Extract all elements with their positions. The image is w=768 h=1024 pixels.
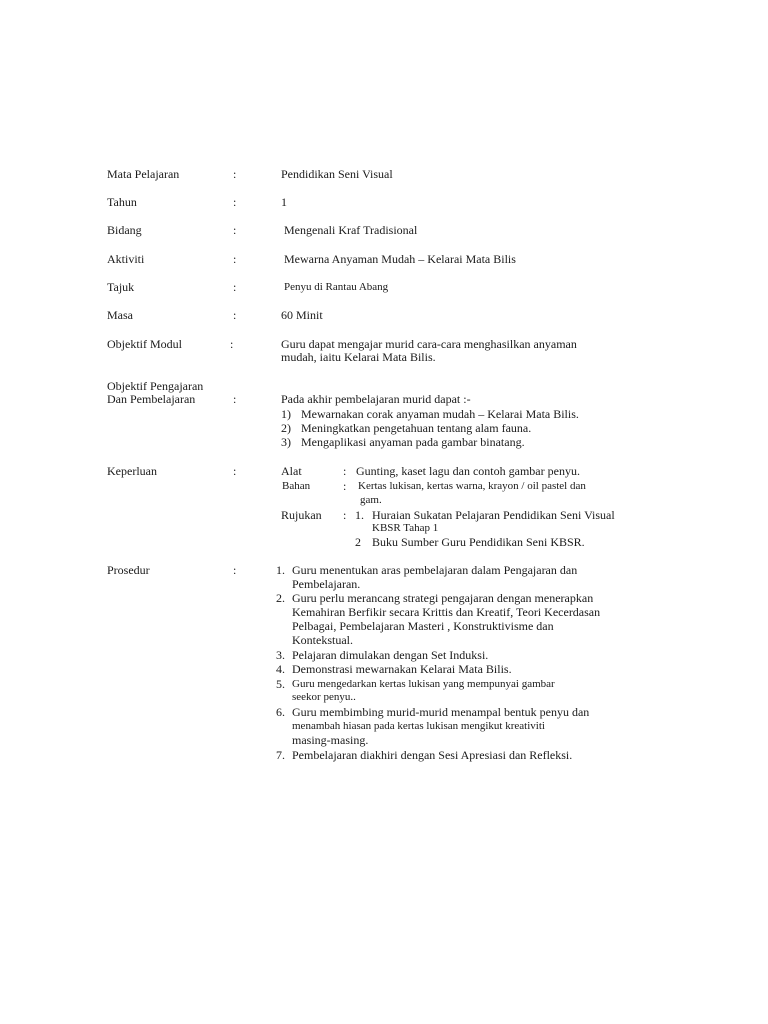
prosedur-item-line: Pembelajaran diakhiri dengan Sesi Apresiasi dan Refleksi. (292, 748, 573, 762)
objektif-pengajaran-intro: Pada akhir pembelajaran murid dapat :- (281, 392, 471, 406)
prosedur-item-line: menambah hiasan pada kertas lukisan mengikut kreativiti (292, 720, 545, 732)
prosedur-item-number: 5. (276, 677, 285, 691)
prosedur-label: Prosedur (107, 563, 150, 577)
objektif-modul-colon: : (230, 337, 234, 351)
prosedur-item-line: Guru menentukan aras pembelajaran dalam Pengajaran dan (292, 563, 578, 577)
objektif-item-text: Mewarnakan corak anyaman mudah – Kelarai Mata Bilis. (301, 407, 579, 421)
prosedur-item-line: masing-masing. (292, 733, 369, 747)
mata-pelajaran-colon: : (233, 167, 237, 181)
keperluan-label: Keperluan (107, 464, 157, 478)
prosedur-item-line: Pembelajaran. (292, 577, 361, 591)
prosedur-item-line: Kontekstual. (292, 633, 353, 647)
masa-value: 60 Minit (281, 308, 323, 322)
tahun-label: Tahun (107, 195, 137, 209)
objektif-item-number: 3) (281, 435, 291, 449)
prosedur-item-number: 1. (276, 563, 285, 577)
prosedur-item-line: Guru perlu merancang strategi pengajaran dengan menerapkan (292, 591, 594, 605)
keperluan-colon: : (233, 464, 237, 478)
bidang-value: Mengenali Kraf Tradisional (284, 223, 418, 237)
prosedur-item-line: Pelbagai, Pembelajaran Masteri , Konstruktivisme dan (292, 619, 554, 633)
bahan-line: gam. (360, 494, 382, 506)
masa-label: Masa (107, 308, 133, 322)
objektif-modul-line: mudah, iaitu Kelarai Mata Bilis. (281, 350, 436, 364)
prosedur-item-line: Kemahiran Berfikir secara Krittis dan Kreatif, Teori Kecerdasan (292, 605, 601, 619)
rujukan-number: 1. (355, 508, 364, 522)
bahan-separator: : (343, 479, 347, 493)
tajuk-label: Tajuk (107, 280, 135, 294)
bidang-colon: : (233, 223, 237, 237)
prosedur-item-line: Demonstrasi mewarnakan Kelarai Mata Bilis. (292, 662, 512, 676)
rujukan-key: Rujukan (281, 508, 322, 522)
prosedur-item-line: Guru mengedarkan kertas lukisan yang mempunyai gambar (292, 678, 555, 690)
aktiviti-value: Mewarna Anyaman Mudah – Kelarai Mata Bilis (284, 252, 516, 266)
tajuk-colon: : (233, 280, 237, 294)
objektif-pengajaran-label: Objektif Pengajaran (107, 379, 204, 393)
prosedur-colon: : (233, 563, 237, 577)
rujukan-separator: : (343, 508, 347, 522)
objektif-modul-label: Objektif Modul (107, 337, 182, 351)
prosedur-item-line: Guru membimbing murid-murid menampal bentuk penyu dan (292, 705, 590, 719)
prosedur-item-number: 4. (276, 662, 285, 676)
tahun-colon: : (233, 195, 237, 209)
prosedur-item-number: 2. (276, 591, 285, 605)
objektif-modul-line: Guru dapat mengajar murid cara-cara menghasilkan anyaman (281, 337, 577, 351)
bahan-line: Kertas lukisan, kertas warna, krayon / oil pastel dan (358, 480, 586, 492)
alat-value: Gunting, kaset lagu dan contoh gambar penyu. (356, 464, 580, 478)
aktiviti-colon: : (233, 252, 237, 266)
objektif-item-text: Mengaplikasi anyaman pada gambar binatang. (301, 435, 525, 449)
rujukan-number: 2 (355, 535, 361, 549)
mata-pelajaran-label: Mata Pelajaran (107, 167, 180, 181)
bidang-label: Bidang (107, 223, 142, 237)
objektif-item-number: 1) (281, 407, 291, 421)
dan-pembelajaran-label: Dan Pembelajaran (107, 392, 196, 406)
tajuk-value: Penyu di Rantau Abang (284, 281, 389, 293)
prosedur-item-number: 7. (276, 748, 285, 762)
mata-pelajaran-value: Pendidikan Seni Visual (281, 167, 393, 181)
rujukan-line: Huraian Sukatan Pelajaran Pendidikan Seni Visual (372, 508, 615, 522)
objektif-pengajaran-colon: : (233, 392, 237, 406)
prosedur-item-number: 3. (276, 648, 285, 662)
objektif-item-text: Meningkatkan pengetahuan tentang alam fauna. (301, 421, 532, 435)
rujukan-line: Buku Sumber Guru Pendidikan Seni KBSR. (372, 535, 585, 549)
alat-separator: : (343, 464, 347, 478)
masa-colon: : (233, 308, 237, 322)
alat-key: Alat (281, 464, 302, 478)
tahun-value: 1 (281, 195, 287, 209)
aktiviti-label: Aktiviti (107, 252, 145, 266)
objektif-item-number: 2) (281, 421, 291, 435)
prosedur-item-line: Pelajaran dimulakan dengan Set Induksi. (292, 648, 489, 662)
prosedur-item-number: 6. (276, 705, 285, 719)
prosedur-item-line: seekor penyu.. (292, 691, 356, 703)
bahan-key: Bahan (282, 480, 311, 492)
rujukan-line: KBSR Tahap 1 (372, 522, 439, 534)
